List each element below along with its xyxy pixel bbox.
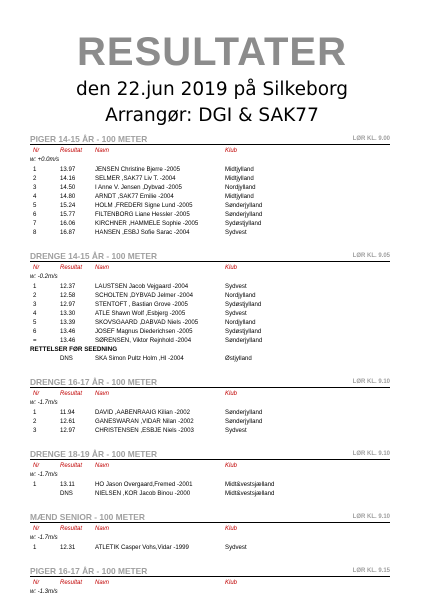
club-cell: Sydøstjylland [225, 328, 262, 335]
result-row [30, 354, 390, 363]
result-cell: 12.31 [60, 544, 76, 551]
column-header-club: Klub [225, 265, 238, 271]
wind-reading: w: -0.2m/s [30, 274, 58, 280]
result-cell: DNS [60, 355, 73, 362]
club-cell: Sønderjylland [225, 337, 263, 344]
result-row [30, 210, 390, 219]
section-spacer [30, 237, 390, 245]
result-cell: 16.06 [60, 220, 76, 227]
club-cell: Midt&vestsjælland [225, 481, 275, 488]
result-cell: 12.61 [60, 418, 76, 425]
column-headers [30, 264, 390, 273]
result-row [30, 228, 390, 237]
athlete-name-cell: DAVID ,AABENRAAIG Kilian -2002 [95, 409, 191, 416]
column-header-name: Navn [95, 463, 110, 469]
result-row [30, 183, 390, 192]
event-header [30, 248, 390, 262]
column-header-result: Resultat [60, 148, 83, 154]
column-headers [30, 147, 390, 156]
result-row [30, 192, 390, 201]
club-cell: Sydvest [225, 427, 247, 434]
event-section [30, 131, 390, 237]
event-title: DRENGE 16-17 ÅR - 100 METER [30, 377, 158, 387]
athlete-name-cell: ATLETIK Casper Vohs,Vidar -1999 [95, 544, 189, 551]
event-title: PIGER 14-15 ÅR - 100 METER [30, 134, 148, 144]
result-cell: 14.80 [60, 193, 76, 200]
event-section [30, 363, 390, 435]
club-cell: Sydøstjylland [225, 220, 262, 227]
results-list [30, 128, 390, 597]
column-header-nr: Nr [33, 580, 40, 586]
column-header-name: Navn [95, 265, 110, 271]
place-cell: 4 [33, 310, 37, 317]
athlete-name-cell: CHRISTENSEN ,ESBJE Niels -2003 [95, 427, 194, 434]
event-time: LØR KL. 9.05 [352, 253, 390, 259]
place-cell: 7 [33, 220, 37, 227]
wind-reading: w: -1.3m/s [30, 589, 58, 595]
result-row [30, 309, 390, 318]
athlete-name-cell: KIRCHNER ,HAMMELE Sophie -2005 [95, 220, 199, 227]
result-cell: 13.11 [60, 481, 75, 488]
event-section [30, 435, 390, 498]
place-cell: 5 [33, 202, 37, 209]
section-spacer [30, 552, 390, 560]
result-cell: 16.87 [60, 229, 76, 236]
club-cell: Sydvest [225, 544, 247, 551]
column-header-result: Resultat [60, 580, 83, 586]
column-header-nr: Nr [33, 148, 40, 154]
column-header-club: Klub [225, 391, 238, 397]
place-cell: 6 [33, 328, 37, 335]
club-cell: Sønderjylland [225, 409, 263, 416]
result-cell: 15.24 [60, 202, 76, 209]
result-cell: 14.16 [60, 175, 76, 182]
event-time: LØR KL. 9.00 [352, 136, 390, 142]
athlete-name-cell: LAUSTSEN Jacob Vejgaard -2004 [95, 283, 189, 290]
result-cell: 12.37 [60, 283, 76, 290]
athlete-name-cell: ATLE Shawn Wolf ,Esbjerg -2005 [95, 310, 186, 317]
result-cell: 12.58 [60, 292, 76, 299]
result-row [30, 201, 390, 210]
result-row [30, 489, 390, 498]
place-cell: 6 [33, 211, 37, 218]
place-cell: 3 [33, 184, 37, 191]
event-title: DRENGE 18-19 ÅR - 100 METER [30, 449, 158, 459]
column-header-result: Resultat [60, 526, 83, 532]
organizer-line: Arrangør: DGI & SAK77 [105, 105, 319, 126]
wind-reading: w: -1.7m/s [30, 472, 58, 478]
place-cell: 2 [33, 418, 37, 425]
athlete-name-cell: SKA Simon Pultz Holm ,HI -2004 [95, 355, 184, 362]
athlete-name-cell: JOSEF Magnus Diederichsen -2005 [95, 328, 193, 335]
athlete-name-cell: GANESWARAN ,VIDAR Nilan -2002 [95, 418, 194, 425]
club-cell: Nordjylland [225, 292, 256, 299]
club-cell: Midtjylland [225, 166, 254, 173]
club-cell: Sydvest [225, 229, 247, 236]
column-header-nr: Nr [33, 463, 40, 469]
event-time: LØR KL. 9.10 [352, 379, 390, 385]
result-row [30, 300, 390, 309]
result-row [30, 480, 390, 489]
column-header-nr: Nr [33, 391, 40, 397]
place-cell: 4 [33, 193, 37, 200]
place-cell: 1 [33, 283, 37, 290]
club-cell: Midtjylland [225, 193, 254, 200]
place-cell: 1 [33, 544, 37, 551]
column-headers [30, 462, 390, 471]
place-cell: 1 [33, 481, 37, 488]
event-title: PIGER 16-17 ÅR - 100 METER [30, 566, 148, 576]
place-cell: 2 [33, 292, 37, 299]
wind-reading: w: -1.7m/s [30, 535, 58, 541]
wind-reading: w: +0.0m/s [30, 157, 60, 163]
event-section [30, 237, 390, 363]
place-cell: 3 [33, 427, 37, 434]
event-time: LØR KL. 9.15 [352, 568, 390, 574]
event-header [30, 131, 390, 145]
club-cell: Sønderjylland [225, 202, 263, 209]
athlete-name-cell: I Anne V. Jensen ,Dybvad -2005 [95, 184, 182, 191]
event-section [30, 498, 390, 552]
result-cell: 11.94 [60, 409, 75, 416]
result-row [30, 426, 390, 435]
result-row [30, 219, 390, 228]
place-cell: = [33, 337, 37, 344]
column-header-club: Klub [225, 463, 238, 469]
athlete-name-cell: SELMER ,SAK77 Liv T. -2004 [95, 175, 176, 182]
result-cell: 14.50 [60, 184, 76, 191]
result-row [30, 543, 390, 552]
column-header-club: Klub [225, 580, 238, 586]
athlete-name-cell: HO Jason Overgaard,Fremed -2001 [95, 481, 193, 488]
club-cell: Sønderjylland [225, 211, 263, 218]
club-cell: Sydvest [225, 310, 247, 317]
athlete-name-cell: FILTENBORG Liane Hessler -2005 [95, 211, 190, 218]
place-cell [30, 354, 60, 363]
athlete-name-cell: SCHOLTEN ,DYBVAD Jelmer -2004 [95, 292, 193, 299]
club-cell: Midtjylland [225, 175, 254, 182]
column-header-name: Navn [95, 580, 110, 586]
athlete-name-cell: HOLM ,FREDERI Signe Lund -2005 [95, 202, 193, 209]
result-cell: 13.46 [60, 337, 76, 344]
place-cell [30, 489, 60, 498]
event-time: LØR KL. 9.10 [352, 451, 390, 457]
athlete-name-cell: STENTOFT , Bastian Grove -2005 [95, 301, 188, 308]
result-cell: 13.97 [60, 166, 76, 173]
athlete-name-cell: JENSEN Christine Bjerre -2005 [95, 166, 181, 173]
result-cell: DNS [60, 490, 73, 497]
column-headers [30, 390, 390, 399]
place-cell: 1 [33, 166, 37, 173]
column-headers [30, 525, 390, 534]
athlete-name-cell: SØRENSEN, Viktor Rejnhold -2004 [95, 337, 192, 344]
result-row [30, 174, 390, 183]
place-cell: 2 [33, 175, 37, 182]
event-header [30, 446, 390, 460]
result-row [30, 327, 390, 336]
result-row [30, 336, 390, 345]
section-spacer [30, 498, 390, 506]
club-cell: Nordjylland [225, 319, 256, 326]
column-header-result: Resultat [60, 265, 83, 271]
place-cell: 1 [33, 409, 37, 416]
event-header [30, 374, 390, 388]
column-header-club: Klub [225, 526, 238, 532]
column-header-name: Navn [95, 391, 110, 397]
event-header [30, 563, 390, 577]
club-cell: Sydøstjylland [225, 301, 262, 308]
result-cell: 12.97 [60, 301, 76, 308]
correction-note: RETTELSER FØR SEEDNING [30, 346, 118, 353]
result-cell: 13.30 [60, 310, 76, 317]
page-title: RESULTATER [77, 30, 347, 74]
column-headers [30, 579, 390, 588]
athlete-name-cell: HANSEN ,ESBJ Sofie Sarac -2004 [95, 229, 190, 236]
section-spacer [30, 363, 390, 371]
column-header-result: Resultat [60, 463, 83, 469]
club-cell: Midt&vestsjælland [225, 490, 275, 497]
wind-reading: w: -1.7m/s [30, 400, 58, 406]
club-cell: Sønderjylland [225, 418, 263, 425]
place-cell: 5 [33, 319, 37, 326]
place-cell: 3 [33, 301, 37, 308]
column-header-club: Klub [225, 148, 238, 154]
event-header [30, 509, 390, 523]
athlete-name-cell: NIELSEN ,KOR Jacob Binou -2000 [95, 490, 191, 497]
result-cell: 13.46 [60, 328, 76, 335]
result-row [30, 318, 390, 327]
club-cell: Nordjylland [225, 184, 256, 191]
column-header-name: Navn [95, 526, 110, 532]
event-date-subtitle: den 22.jun 2019 på Silkeborg [75, 79, 349, 100]
event-title: MÆND SENIOR - 100 METER [30, 512, 145, 522]
column-header-nr: Nr [33, 265, 40, 271]
result-row [30, 291, 390, 300]
result-row [30, 408, 390, 417]
club-cell: Østjylland [225, 355, 252, 362]
place-cell: 8 [33, 229, 37, 236]
column-header-nr: Nr [33, 526, 40, 532]
event-title: DRENGE 14-15 ÅR - 100 METER [30, 251, 158, 261]
athlete-name-cell: ARNDT ,SAK77 Emilie -2004 [95, 193, 174, 200]
result-row [30, 282, 390, 291]
result-cell: 13.39 [60, 319, 76, 326]
result-cell: 15.77 [60, 211, 76, 218]
athlete-name-cell: SKOVSGAARD ,DABVAD Niels -2005 [95, 319, 199, 326]
result-row [30, 417, 390, 426]
result-cell: 12.97 [60, 427, 76, 434]
event-time: LØR KL. 9.10 [352, 514, 390, 520]
section-spacer [30, 435, 390, 443]
result-row [30, 165, 390, 174]
club-cell: Sydvest [225, 283, 247, 290]
column-header-name: Navn [95, 148, 110, 154]
event-section [30, 552, 390, 597]
column-header-result: Resultat [60, 391, 83, 397]
